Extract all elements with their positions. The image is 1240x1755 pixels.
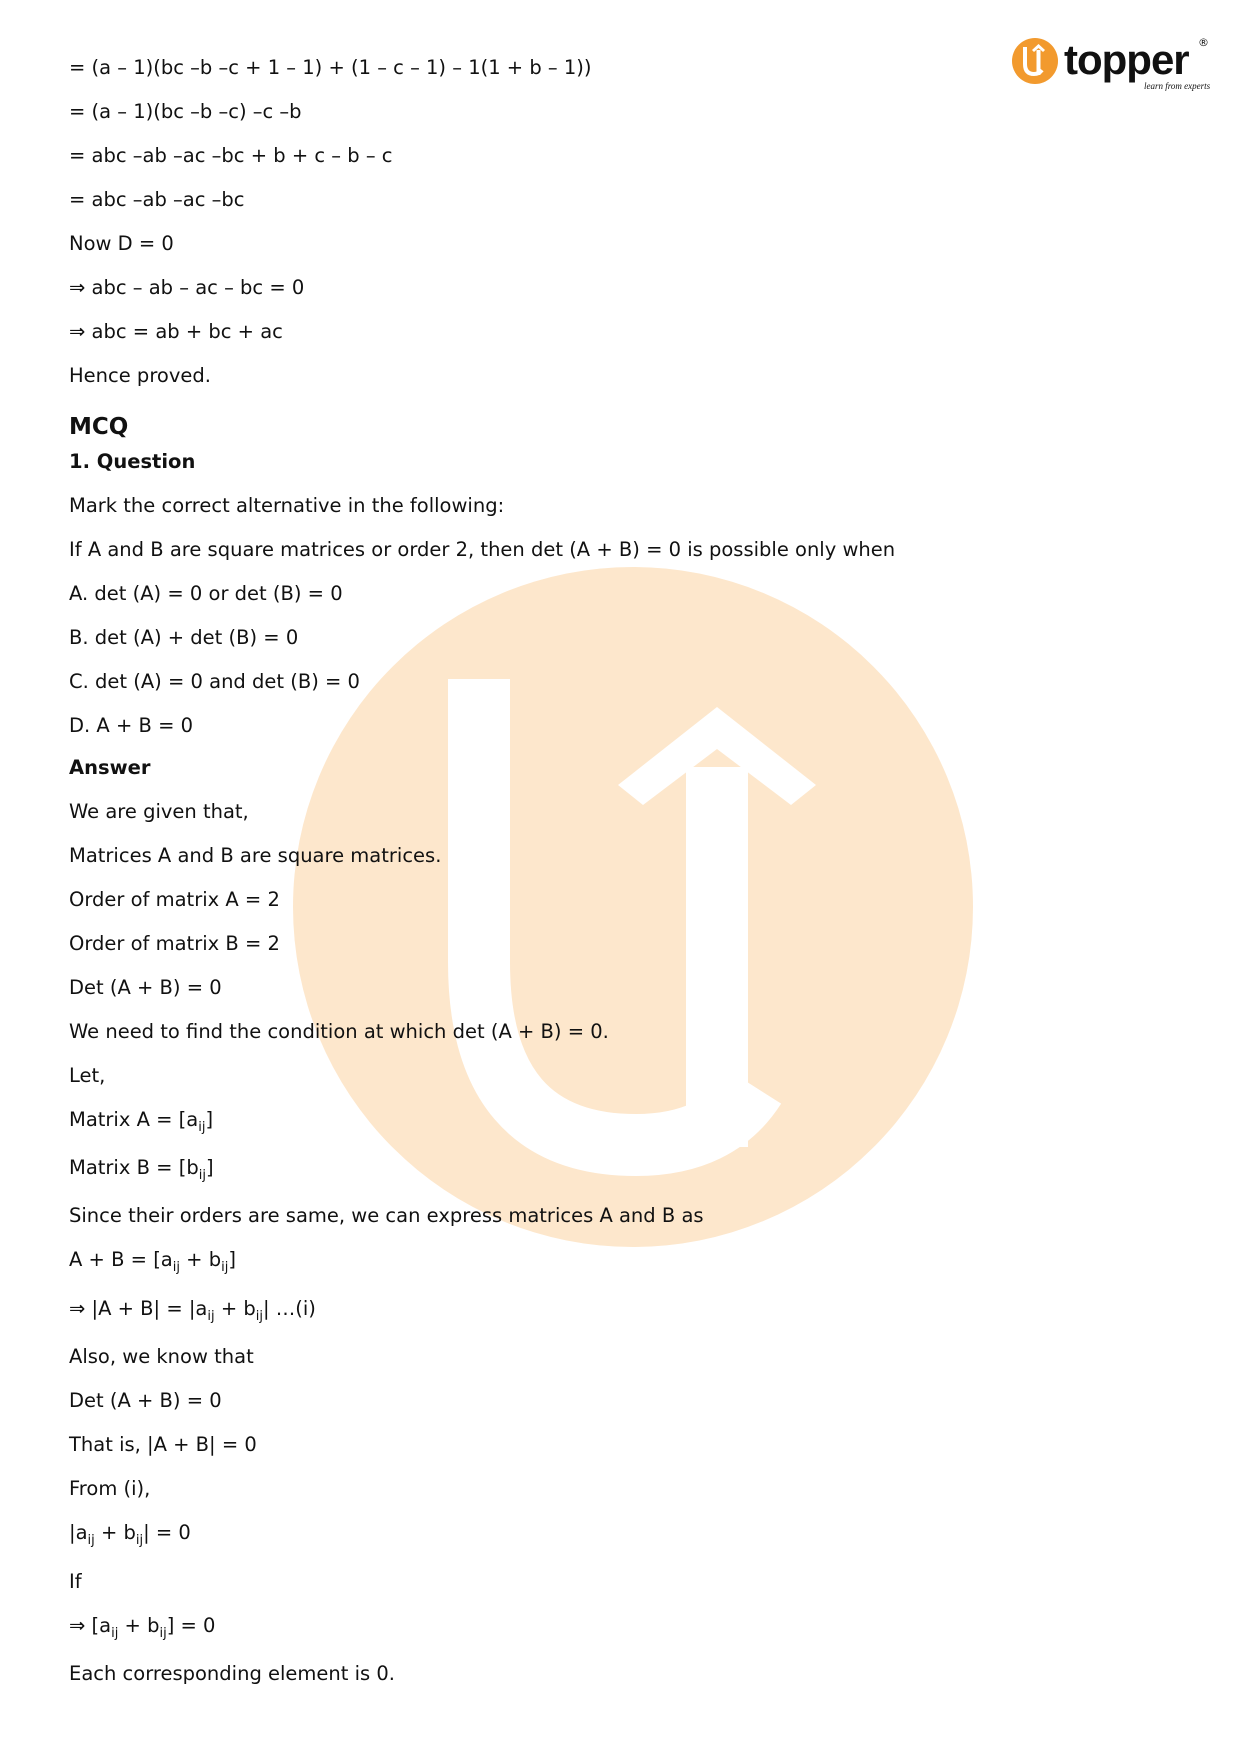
proof-line: ⇒ abc = ab + bc + ac bbox=[69, 320, 283, 343]
matrix-sum-zero: ⇒ $[a_{ij} + b_{ij}] = 0$ bbox=[69, 1613, 216, 1641]
option-c: C. det (A) = 0 and det (B) = 0 bbox=[69, 669, 360, 693]
question-instruction: Mark the correct alternative in the following: bbox=[69, 493, 505, 517]
determinant-zero: $|a_{ij} + b_{ij}| = 0$ bbox=[69, 1521, 191, 1549]
matrix-b-definition: Matrix $B = [b_{ij}]$ bbox=[69, 1156, 214, 1183]
answer-line: Order of matrix B = 2 bbox=[69, 931, 280, 955]
option-b: B. det (A) + det (B) = 0 bbox=[69, 625, 299, 649]
answer-line: Det (A + B) = 0 bbox=[69, 975, 222, 999]
answer-line: We are given that, bbox=[69, 799, 249, 823]
proof-line: Now D = 0 bbox=[69, 232, 174, 255]
answer-line: Order of matrix A = 2 bbox=[69, 887, 280, 911]
answer-line: Each corresponding element is 0. bbox=[69, 1662, 396, 1685]
proof-line: ⇒ abc – ab – ac – bc = 0 bbox=[69, 276, 305, 299]
proof-line: = (a – 1)(bc –b –c + 1 – 1) + (1 – c – 1) – 1(1 + b – 1)) bbox=[69, 56, 592, 79]
answer-line: That is, |A + B| = 0 bbox=[69, 1433, 257, 1457]
answer-line: If bbox=[69, 1569, 82, 1593]
answer-line: Since their orders are same, we can express matrices A and B as bbox=[69, 1204, 704, 1228]
logo-text: topper bbox=[1064, 36, 1189, 83]
proof-line: = abc –ab –ac –bc + b + c – b – c bbox=[69, 144, 393, 167]
option-d: D. A + B = 0 bbox=[69, 713, 194, 737]
section-heading-mcq: MCQ bbox=[69, 413, 129, 440]
matrix-a-definition: Matrix $A = [a_{ij}]$ bbox=[69, 1107, 214, 1135]
answer-line: Det (A + B) = 0 bbox=[69, 1389, 222, 1413]
answer-line: From (i), bbox=[69, 1477, 151, 1501]
logo-tagline: learn from experts bbox=[1144, 81, 1211, 91]
answer-line: We need to find the condition at which det (A + B) = 0. bbox=[69, 1019, 609, 1043]
answer-line: Matrices A and B are square matrices. bbox=[69, 843, 442, 867]
proof-line: = (a – 1)(bc –b –c) –c –b bbox=[69, 100, 302, 123]
question-stem: If A and B are square matrices or order 2, then det (A + B) = 0 is possible only when bbox=[69, 537, 896, 561]
answer-line: Let, bbox=[69, 1063, 106, 1087]
option-a: A. det (A) = 0 or det (B) = 0 bbox=[69, 581, 343, 605]
proof-conclusion: Hence proved. bbox=[69, 364, 211, 387]
question-title: 1. Question bbox=[69, 449, 196, 473]
matrix-sum: $A + B = [a_{ij} + b_{ij}]$ bbox=[69, 1248, 236, 1276]
determinant-equation-i: ⇒ $|A + B| = |a_{ij} + b_{ij}|$ …(i) bbox=[69, 1296, 316, 1324]
proof-line: = abc –ab –ac –bc bbox=[69, 188, 245, 211]
registered-mark: ® bbox=[1198, 36, 1209, 49]
answer-line: Also, we know that bbox=[69, 1345, 254, 1369]
topper-logo bbox=[1012, 30, 1212, 96]
topper-logo-icon bbox=[1012, 30, 1212, 96]
answer-label: Answer bbox=[69, 755, 151, 779]
watermark-logo-icon bbox=[293, 567, 974, 1248]
